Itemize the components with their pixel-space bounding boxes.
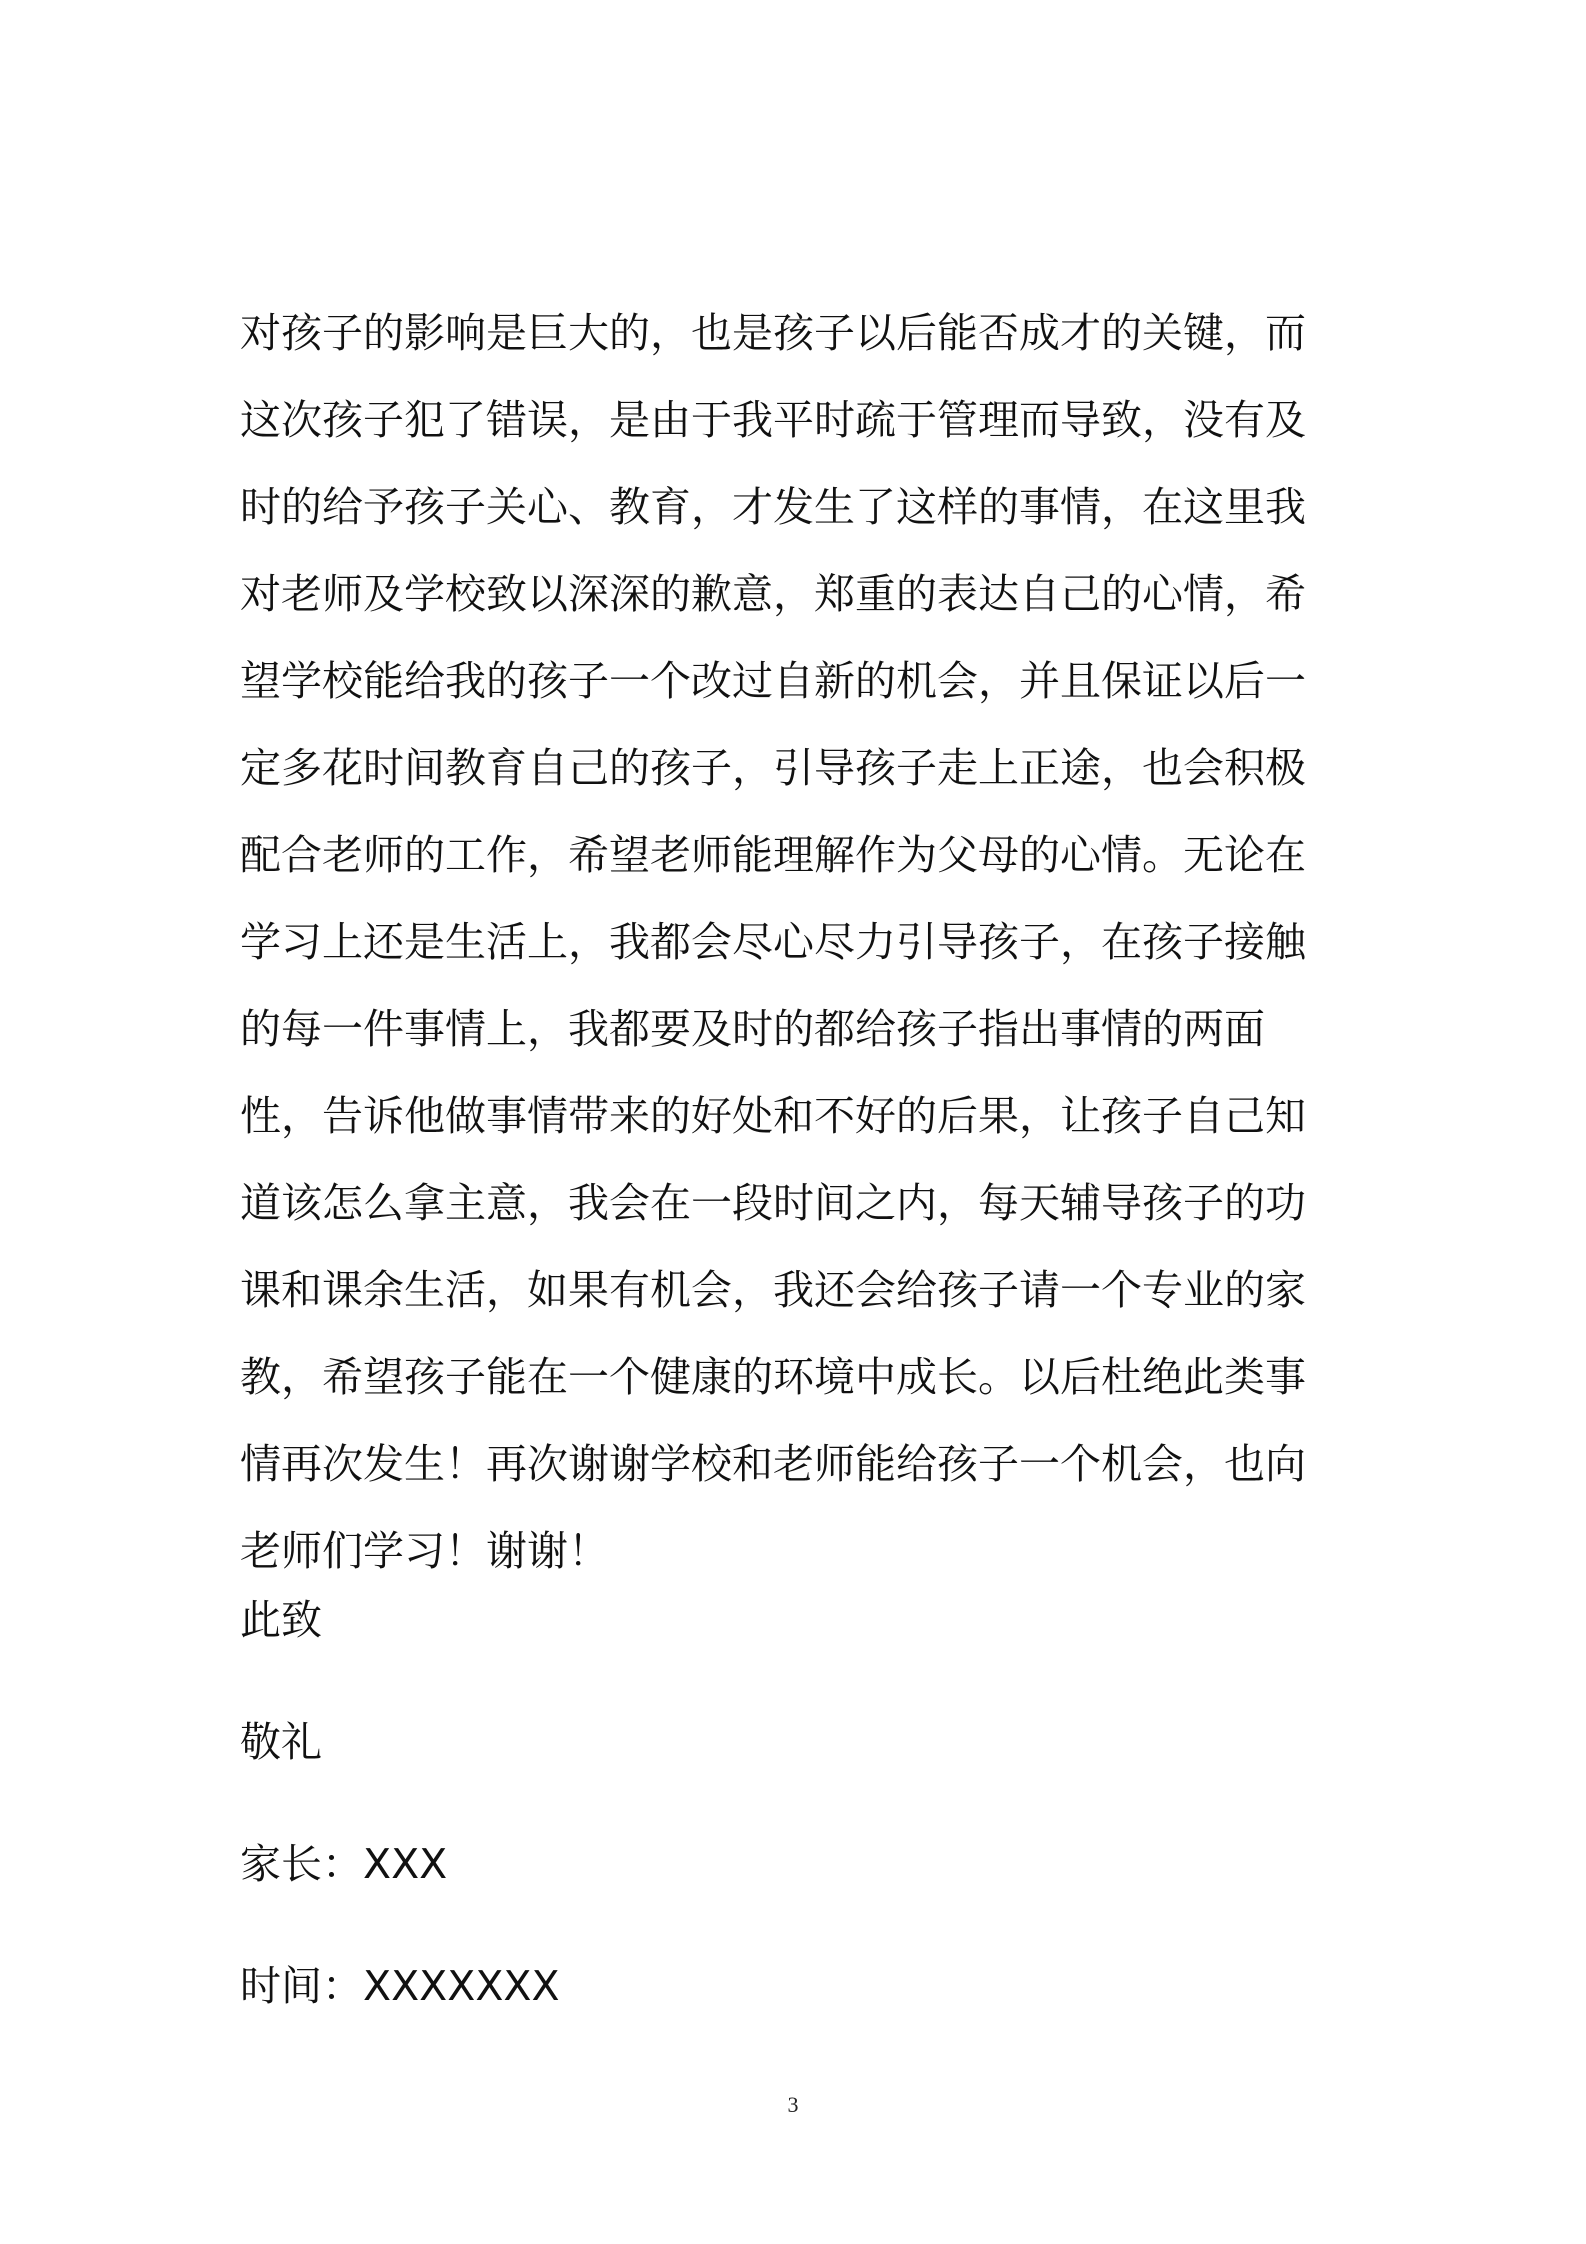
body-line: 对孩子的影响是巨大的，也是孩子以后能否成才的关键，而 bbox=[240, 309, 1306, 357]
signature-line: 家长：XXX bbox=[240, 1840, 448, 1888]
body-line: 的每一件事情上，我都要及时的都给孩子指出事情的两面 bbox=[240, 1005, 1265, 1053]
body-line: 学习上还是生活上，我都会尽心尽力引导孩子，在孩子接触 bbox=[240, 918, 1306, 966]
date-line: 时间：XXXXXXX bbox=[240, 1962, 560, 2010]
body-line: 教，希望孩子能在一个健康的环境中成长。以后杜绝此类事 bbox=[240, 1353, 1306, 1401]
page-number: 3 bbox=[787, 2092, 799, 2117]
body-line: 时的给予孩子关心、教育，才发生了这样的事情，在这里我 bbox=[240, 483, 1306, 531]
body-line: 这次孩子犯了错误，是由于我平时疏于管理而导致，没有及 bbox=[240, 396, 1306, 444]
body-line: 道该怎么拿主意，我会在一段时间之内，每天辅导孩子的功 bbox=[240, 1179, 1306, 1227]
closing-salutation: 此致 bbox=[240, 1596, 322, 1644]
body-line: 定多花时间教育自己的孩子，引导孩子走上正途，也会积极 bbox=[240, 744, 1306, 792]
body-line: 配合老师的工作，希望老师能理解作为父母的心情。无论在 bbox=[240, 831, 1306, 879]
body-line: 性，告诉他做事情带来的好处和不好的后果，让孩子自己知 bbox=[240, 1092, 1306, 1140]
letter-body bbox=[240, 290, 1370, 1595]
closing-respect: 敬礼 bbox=[240, 1718, 322, 1766]
body-line: 对老师及学校致以深深的歉意，郑重的表达自己的心情，希 bbox=[240, 570, 1306, 618]
body-line: 老师们学习！谢谢！ bbox=[240, 1527, 609, 1575]
body-line: 课和课余生活，如果有机会，我还会给孩子请一个专业的家 bbox=[240, 1266, 1306, 1314]
body-line: 情再次发生！再次谢谢学校和老师能给孩子一个机会，也向 bbox=[240, 1440, 1306, 1488]
body-line: 望学校能给我的孩子一个改过自新的机会，并且保证以后一 bbox=[240, 657, 1306, 705]
